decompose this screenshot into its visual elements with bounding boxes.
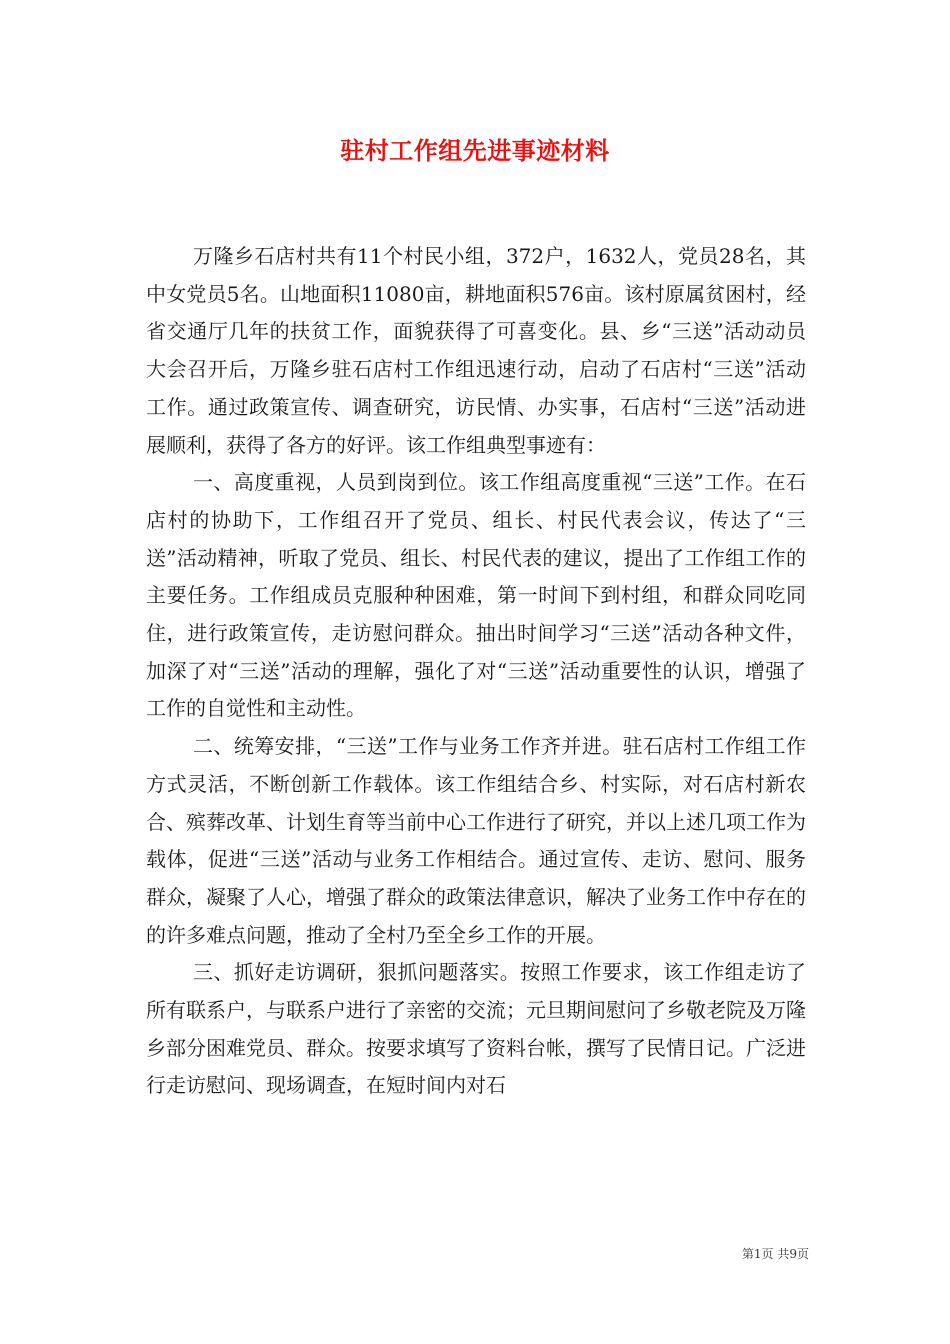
paragraph-section-3: 三、抓好走访调研，狠抓问题落实。按照工作要求，该工作组走访了所有联系户，与联系户进行了亲密的交流；元旦期间慰问了乡敬老院及万隆乡部分困难党员、群众。按要求填写了资料台帐，撰写了民情日记。广泛进行走访慰问、现场调查，在短时间内对石 [146,960,806,1098]
document-body [146,238,806,1105]
page-number: 第1页 共9页 [741,1247,809,1261]
paragraph-intro: 万隆乡石店村共有11个村民小组，372户，1632人，党员28名，其中女党员5名。山地面积11080亩，耕地面积576亩。该村原属贫困村，经省交通厅几年的扶贫工作，面貌获得了可喜变化。县、乡“三送”活动动员大会召开后，万隆乡驻石店村工作组迅速行动，启动了石店村“三送”活动工作。通过政策宣传、调查研究，访民情、办实事，石店村“三送”活动进展顺利，获得了各方的好评。该工作组典型事迹有： [146,244,806,457]
paragraph-section-2: 二、统筹安排，“三送”工作与业务工作齐并进。驻石店村工作组工作方式灵活，不断创新工作载体。该工作组结合乡、村实际，对石店村新农合、殡葬改革、计划生育等当前中心工作进行了研究，并以上述几项工作为载体，促进“三送”活动与业务工作相结合。通过宣传、走访、慰问、服务群众，凝聚了人心，增强了群众的政策法律意识，解决了业务工作中存在的的许多难点问题，推动了全村乃至全乡工作的开展。 [146,734,806,947]
document-title: 驻村工作组先进事迹材料 [340,136,610,165]
paragraph-section-1: 一、高度重视，人员到岗到位。该工作组高度重视“三送”工作。在石店村的协助下，工作组召开了党员、组长、村民代表会议，传达了“三送”活动精神，听取了党员、组长、村民代表的建议，提出了工作组工作的主要任务。工作组成员克服种种困难，第一时间下到村组，和群众同吃同住，进行政策宣传，走访慰问群众。抽出时间学习“三送”活动各种文件，加深了对“三送”活动的理解，强化了对“三送”活动重要性的认识，增强了工作的自觉性和主动性。 [146,470,806,721]
